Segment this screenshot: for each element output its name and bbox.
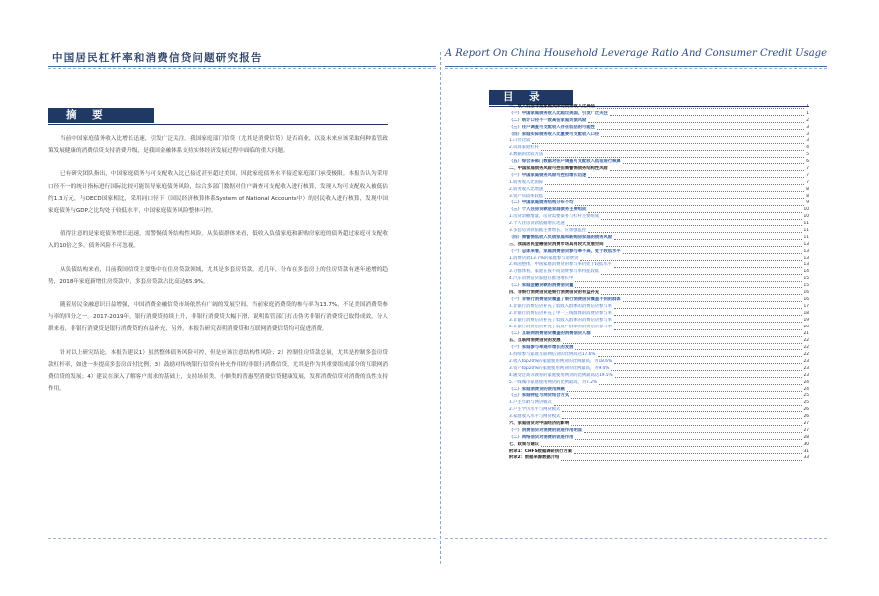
toc-entry-page: 1 [806, 110, 809, 116]
toc-entry[interactable] [509, 297, 809, 304]
toc-entry-page: 25 [803, 400, 809, 406]
toc-entry-title: 3.资产top20%的家庭使用网贷的比例最高，为9.4% [509, 365, 610, 371]
toc-leader-dots [615, 377, 802, 378]
toc-entry-page: 20 [803, 324, 809, 330]
toc-leader-dots [588, 212, 801, 213]
toc-entry[interactable] [509, 352, 809, 359]
toc-entry[interactable] [509, 380, 809, 387]
toc-leader-dots [580, 260, 801, 261]
toc-entry-title: 4.汽车消费信贷家庭在推进增长中 [509, 276, 574, 282]
toc-entry-page: 23 [803, 365, 809, 371]
toc-entry-title: （一）消费信贷对消费的促进作用明显 [509, 427, 583, 433]
toc-entry[interactable] [509, 325, 809, 332]
toc-entry-page: 7 [806, 166, 809, 171]
toc-leader-dots [575, 349, 801, 350]
toc-leader-dots [575, 439, 801, 440]
toc-entry-page: 11 [803, 228, 809, 234]
toc-entry-title: （三）个人住房贷款是家庭债务主要组成 [509, 207, 587, 213]
toc-entry-title: （二）统计口径不一致高估家庭负债风险 [509, 117, 587, 123]
toc-leader-dots [532, 143, 804, 144]
toc-entry-page: 10 [803, 214, 809, 220]
toc-entry-title: 2.收入top20%的家庭使用网贷的比例最高，为18.6% [509, 358, 613, 364]
toc-entry-page: 30 [803, 441, 809, 447]
toc-entry-title: 2.户主学历水平与网贷模式 [509, 407, 561, 413]
toc-entry[interactable] [509, 111, 809, 118]
toc-leader-dots [614, 322, 802, 323]
toc-leader-dots [614, 363, 801, 364]
toc-entry-page: 7 [806, 172, 809, 178]
toc-leader-dots [623, 253, 802, 254]
table-of-contents [509, 104, 809, 462]
toc-entry-title: （二）互联网消费信贷覆盖的消费信贷人群 [509, 331, 591, 337]
toc-entry-title: 5.一线城市家庭使用网贷的比例最高，为7.2% [509, 379, 598, 385]
toc-entry-title: （二）家庭消费贷的使用规模 [509, 386, 565, 392]
toc-entry-title: （四）需警惕低收入负债家庭和新购房家庭的债务风险 [509, 234, 613, 240]
header-rule-left [48, 66, 436, 67]
toc-entry-title: （一）非银行消费信贷覆盖了银行消费信贷覆盖不到的群体 [509, 296, 621, 302]
toc-leader-dots [563, 343, 802, 344]
toc-leader-dots [614, 308, 802, 309]
toc-entry[interactable] [509, 449, 809, 456]
toc-entry-page: 27 [803, 420, 809, 426]
toc-leader-dots [575, 287, 801, 288]
toc-leader-dots [588, 232, 801, 233]
toc-entry-page: 13 [803, 241, 809, 247]
toc-entry-title: （二）中国家庭债务结构分布不均 [509, 200, 574, 206]
toc-entry-page: 11 [803, 234, 809, 240]
toc-leader-dots [593, 336, 802, 337]
toc-entry-page: 26 [803, 407, 809, 413]
toc-entry[interactable] [509, 214, 809, 221]
toc-leader-dots [545, 191, 804, 192]
toc-entry[interactable] [509, 207, 809, 214]
toc-entry-page: 33 [803, 455, 809, 461]
toc-entry-page: 19 [803, 317, 809, 323]
toc-entry-page: 22 [803, 352, 809, 358]
toc-entry[interactable] [509, 132, 809, 139]
toc-leader-dots [598, 356, 802, 357]
footer-rule-right [445, 538, 827, 539]
toc-entry-title: 3.分群体看，家庭在按不同消费参与率特征较低 [509, 269, 600, 275]
toc-leader-dots [541, 150, 804, 151]
toc-entry-title: 二、中国家庭债务风险可控但需警惕债务结构性风险 [509, 166, 608, 171]
toc-entry-page: 3 [806, 124, 809, 130]
toc-entry[interactable] [509, 276, 809, 283]
toc-entry-title: 附录1：CHFS数据调研执行方案 [509, 448, 573, 454]
toc-leader-dots [597, 129, 804, 130]
toc-leader-dots [575, 205, 804, 206]
toc-leader-dots [567, 225, 802, 226]
toc-leader-dots [571, 398, 801, 399]
toc-entry-title: （二）网络信贷对消费的促进作用 [509, 434, 574, 440]
toc-leader-dots [614, 315, 802, 316]
toc-entry[interactable] [509, 256, 809, 263]
toc-entry-page: 13 [803, 255, 809, 261]
toc-entry[interactable] [509, 455, 809, 462]
toc-entry[interactable] [509, 269, 809, 276]
abstract-paragraph: 已有研究团队指出，中国家庭债务与可支配收入比已接近甚至超过美国，因此家庭债务水平接近家庭部门承受极限。本报告认为采用口径不一的统计指标进行国际比较可能误导家庭债务风险，综合多部门数据对住户调查可支配收入进行核算，发现人均可支配收入被低估约1.3万元。与OECD国家相比，采用同口径下（国民经济核算体系System of National Accounts中）的居民收入进行核算，发现中国家庭债务与GDP之比均处于较低水平，中国家庭债务风险整体可控。 [48, 171, 388, 215]
toc-entry[interactable] [509, 228, 809, 235]
toc-entry-title: 1.房贷余额增量，房贷需要债务与杠杆主要组成 [509, 214, 600, 220]
toc-entry-title: 六、家庭信贷对中国经济的影响 [509, 420, 570, 426]
toc-entry-page: 28 [803, 434, 809, 440]
report-title-english: A Report On China Household Leverage Ratio And Consumer Credit Usage [444, 48, 827, 59]
toc-leader-dots [545, 184, 804, 185]
toc-entry-page: 27 [803, 427, 809, 433]
toc-leader-dots [588, 177, 804, 178]
toc-entry-title: 2.债务收入比增速 [509, 186, 544, 192]
toc-leader-dots [597, 108, 804, 109]
toc-leader-dots [623, 301, 802, 302]
toc-entry-title: 四、非银行消费信贷是银行消费信贷的有益补充 [509, 290, 600, 296]
toc-entry[interactable] [509, 338, 809, 345]
toc-entry[interactable] [509, 194, 809, 201]
toc-entry-page: 22 [803, 345, 809, 351]
toc-entry[interactable] [509, 166, 809, 173]
toc-entry-page: 23 [803, 372, 809, 378]
toc-entry-page: 11 [803, 221, 809, 227]
toc-leader-dots [601, 274, 801, 275]
toc-entry[interactable] [509, 421, 809, 428]
toc-entry-page: 3 [806, 131, 809, 137]
toc-leader-dots [562, 411, 801, 412]
toc-leader-dots [614, 267, 802, 268]
toc-entry-title: 1.持续参与家庭互联网信贷的比例高达17.6% [509, 352, 596, 358]
toc-entry-title: 3.家庭收入水平与网贷模式 [509, 414, 561, 420]
toc-entry[interactable] [509, 104, 809, 111]
toc-entry[interactable] [509, 366, 809, 373]
toc-entry[interactable] [509, 283, 809, 290]
toc-entry-title: 2.个人住房贷款依据增长迅速 [509, 221, 565, 227]
toc-entry-title: 1.非银行消费信贷补充了低收入群体的消费信贷参与率 [509, 303, 612, 309]
toc-entry-page: 16 [803, 296, 809, 302]
toc-leader-dots [614, 239, 801, 240]
toc-leader-dots [601, 219, 801, 220]
toc-leader-dots [541, 446, 801, 447]
toc-entry-page: 18 [803, 310, 809, 316]
toc-entry[interactable] [509, 290, 809, 297]
toc-entry-page: 9 [806, 200, 809, 206]
toc-entry-page: 26 [803, 414, 809, 420]
toc-entry[interactable] [509, 118, 809, 125]
toc-entry[interactable] [509, 145, 809, 152]
header-rule-right-dashed [445, 68, 827, 69]
toc-entry-title: （三）住户调查可支配收入存在低估的可能性 [509, 124, 595, 130]
toc-entry[interactable] [509, 400, 809, 407]
toc-entry-title: （四）家庭实际债务收入比重要可支配收入口径 [509, 131, 600, 137]
toc-entry-page: 13 [803, 248, 809, 254]
abstract-heading-rule [48, 124, 388, 125]
toc-entry[interactable] [509, 125, 809, 132]
toc-leader-dots [567, 391, 802, 392]
toc-entry-title: 3.非银行消费信贷补充了低收入群体的消费信贷参与率 [509, 317, 612, 323]
toc-entry-title: 1.债务收入比国际 [509, 179, 544, 185]
toc-entry[interactable] [509, 373, 809, 380]
toc-entry[interactable] [509, 359, 809, 366]
toc-leader-dots [588, 122, 804, 123]
toc-leader-dots [599, 384, 801, 385]
toc-leader-dots [606, 246, 802, 247]
header-rule-right [445, 66, 827, 67]
toc-entry-title: （一）总体来看，家庭消费信贷参与率不高，处于较低水平 [509, 248, 621, 254]
toc-leader-dots [561, 460, 801, 461]
toc-entry-title: 3.资产负债率较低 [509, 193, 544, 199]
toc-entry[interactable] [509, 442, 809, 449]
toc-entry-page: 31 [803, 448, 809, 454]
toc-entry[interactable] [509, 331, 809, 338]
abstract-body [48, 133, 388, 406]
toc-entry-page: 14 [803, 269, 809, 275]
toc-entry-title: （五）综合多部门数据对住户调查可支配收入低估进行核算 [509, 159, 621, 165]
toc-entry[interactable] [509, 173, 809, 180]
toc-leader-dots [601, 136, 804, 137]
toc-entry-title: （一）家庭参与率逐年增长的发展 [509, 345, 574, 351]
toc-entry-title: 2.我国整体，中国家庭消费贷的参与率仍处于较低水平 [509, 262, 612, 268]
toc-entry-title: 1.户主年龄与网贷模式 [509, 400, 552, 406]
toc-entry-page: 6 [806, 159, 809, 165]
toc-entry[interactable] [509, 304, 809, 311]
toc-leader-dots [562, 418, 801, 419]
toc-entry-page: 24 [803, 379, 809, 385]
toc-leader-dots [545, 157, 804, 158]
toc-leader-dots [611, 370, 801, 371]
report-title-chinese: 中国居民杠杆率和消费信贷问题研究报告 [52, 52, 263, 64]
toc-entry[interactable] [509, 200, 809, 207]
toc-entry-page: 13 [803, 262, 809, 268]
toc-entry-title: （三）家庭特征与网贷结合方式 [509, 393, 570, 399]
toc-entry-title: （一）中国家庭债务风险可控但增长迅速 [509, 172, 587, 178]
toc-leader-dots [623, 163, 805, 164]
toc-entry-page: 7 [806, 179, 809, 185]
toc-entry[interactable] [509, 138, 809, 145]
toc-leader-dots [610, 170, 804, 171]
toc-entry[interactable] [509, 387, 809, 394]
toc-entry-page: 10 [803, 207, 809, 213]
toc-entry[interactable] [509, 393, 809, 400]
abstract-paragraph: 从负债结构来看，目前我国信贷主要集中在住房贷款领域，尤其是多套房贷款。近几年，分布在多套房上的住房贷款有逐年递增的趋势，2018年家庭新增住房贷款中，多套房贷款占比高达65.9%。 [48, 266, 388, 285]
toc-entry[interactable] [509, 345, 809, 352]
toc-entry-page: 16 [803, 290, 809, 296]
toc-leader-dots [554, 405, 802, 406]
toc-entry-title: 2.试算家庭杠杆 [509, 145, 539, 151]
toc-entry-title: 三、我国居民金融信贷消费市场具有较大发展空间 [509, 241, 604, 247]
toc-entry-page: 2 [806, 117, 809, 123]
toc-entry-title: 4.非银行消费信贷补充了低资产群体的消费信贷参与率 [509, 324, 612, 330]
toc-entry-title: 3.多套房贷款依据主要增长，应加强监控 [509, 228, 587, 234]
toc-entry-title: 1.口径比较 [509, 138, 531, 144]
toc-leader-dots [545, 198, 804, 199]
toc-entry-title: 一、收入低估导致家庭实际的债务收入比高估 [509, 104, 595, 109]
toc-entry[interactable] [509, 159, 809, 166]
toc-entry[interactable] [509, 318, 809, 325]
toc-entry-page: 22 [803, 338, 809, 344]
toc-leader-dots [575, 281, 801, 282]
toc-entry-page: 8 [806, 193, 809, 199]
toc-entry[interactable] [509, 249, 809, 256]
toc-entry-page: 3 [806, 138, 809, 144]
footer-rule-left [48, 538, 436, 539]
toc-entry[interactable] [509, 435, 809, 442]
toc-entry[interactable] [509, 262, 809, 269]
toc-entry[interactable] [509, 221, 809, 228]
toc-entry[interactable] [509, 414, 809, 421]
toc-entry-page: 1 [806, 104, 809, 109]
toc-leader-dots [601, 294, 801, 295]
toc-entry-title: 1.消费贷款13.7%的家庭参与消费贷 [509, 255, 579, 261]
toc-leader-dots [574, 453, 801, 454]
toc-entry[interactable] [509, 187, 809, 194]
toc-heading: 目 录 [489, 90, 573, 105]
toc-entry[interactable] [509, 242, 809, 249]
toc-entry-page: 15 [803, 283, 809, 289]
toc-entry-page: 24 [803, 386, 809, 392]
toc-entry-page: 5 [806, 152, 809, 158]
toc-entry-page: 17 [803, 303, 809, 309]
toc-leader-dots [610, 115, 804, 116]
toc-entry-title: 七、政策与建议 [509, 441, 540, 447]
toc-entry-page: 23 [803, 358, 809, 364]
abstract-heading: 摘 要 [48, 108, 154, 123]
toc-entry-page: 21 [803, 331, 809, 337]
abstract-paragraph: 当前中国家庭债务收入比增长迅速，引发广泛关注。我国家庭部门信贷（尤其是消费信贷）是否商业，以及未来应该采取何种监管政策发展健康的消费信贷支持消费升级，是我国金融体系支持实体经济发展过程中面临的重大问题。 [48, 136, 388, 155]
toc-entry[interactable] [509, 180, 809, 187]
toc-entry-title: 2.非银行消费信贷补充了中一三线群体的消费贷参与率 [509, 310, 612, 316]
toc-entry[interactable] [509, 152, 809, 159]
toc-entry-page: 8 [806, 186, 809, 192]
toc-entry[interactable] [509, 235, 809, 242]
toc-entry-title: 五、互联网消费信贷的发展 [509, 338, 561, 344]
abstract-paragraph: 随着居民金融意识日益增强，中国消费金融信贷市场依然有广阔的发展空间。当前家庭消费贷的参与率为13.7%，不足美国消费贷参与率的四分之一。2017-2019年，银行消费贷持续上升，非银行消费贷大幅下滑，说明监管部门打击伪劣非银行消费贷已取得成效。分人群来看，非银行消费贷是银行消费贷的有益补充，另外，本报告研究表明消费贷和互联网消费信贷均可促进消费。 [48, 302, 388, 333]
toc-entry-title: 3.数据的比较方法 [509, 152, 544, 158]
toc-entry[interactable] [509, 407, 809, 414]
toc-entry[interactable] [509, 428, 809, 435]
toc-entry[interactable] [509, 311, 809, 318]
toc-entry-title: 附录2：数据来源数据介绍 [509, 455, 560, 461]
toc-entry-title: （二）家庭金融贷款的消费信贷量 [509, 283, 574, 289]
toc-entry-title: （一）中国家庭债务收入比超过美国，引发广泛关注 [509, 110, 608, 116]
abstract-paragraph: 值得注意的是家庭债务增长迅速，需警惕债务结构性风险。从负债群体来看，低收入负债家庭和新购房家庭的债务超过家庭可支配收入的10倍之多，债务风险不可忽视。 [48, 231, 388, 250]
abstract-paragraph: 针对以上研究结论，本报告建议1）虽然整体债务风险可控，但是应该注意结构性风险；2）控制住房贷款总量，尤其是控制多套房贷款杠杆率，如进一步提高多套房首付比例；3）鼓励对传统银行信贷有补充作用的非银行消费信贷，尤其是作为其重要组成部分的互联网消费信贷的发展；4）建议在深入了解客户需求的基础上，支持场景类、小额类的普惠型消费信贷健康发展，发挥消费信贷对消费的良性支持作用。 [48, 349, 388, 393]
toc-entry-title: 4.随受过高等教育的家庭使用网贷的比例最高达19.5% [509, 372, 613, 378]
toc-entry-page: 4 [806, 145, 809, 151]
toc-entry-page: 25 [803, 393, 809, 399]
toc-entry-page: 15 [803, 276, 809, 282]
toc-leader-dots [614, 329, 802, 330]
header-rule-left-dashed [48, 68, 436, 69]
toc-leader-dots [584, 432, 801, 433]
toc-leader-dots [571, 425, 801, 426]
